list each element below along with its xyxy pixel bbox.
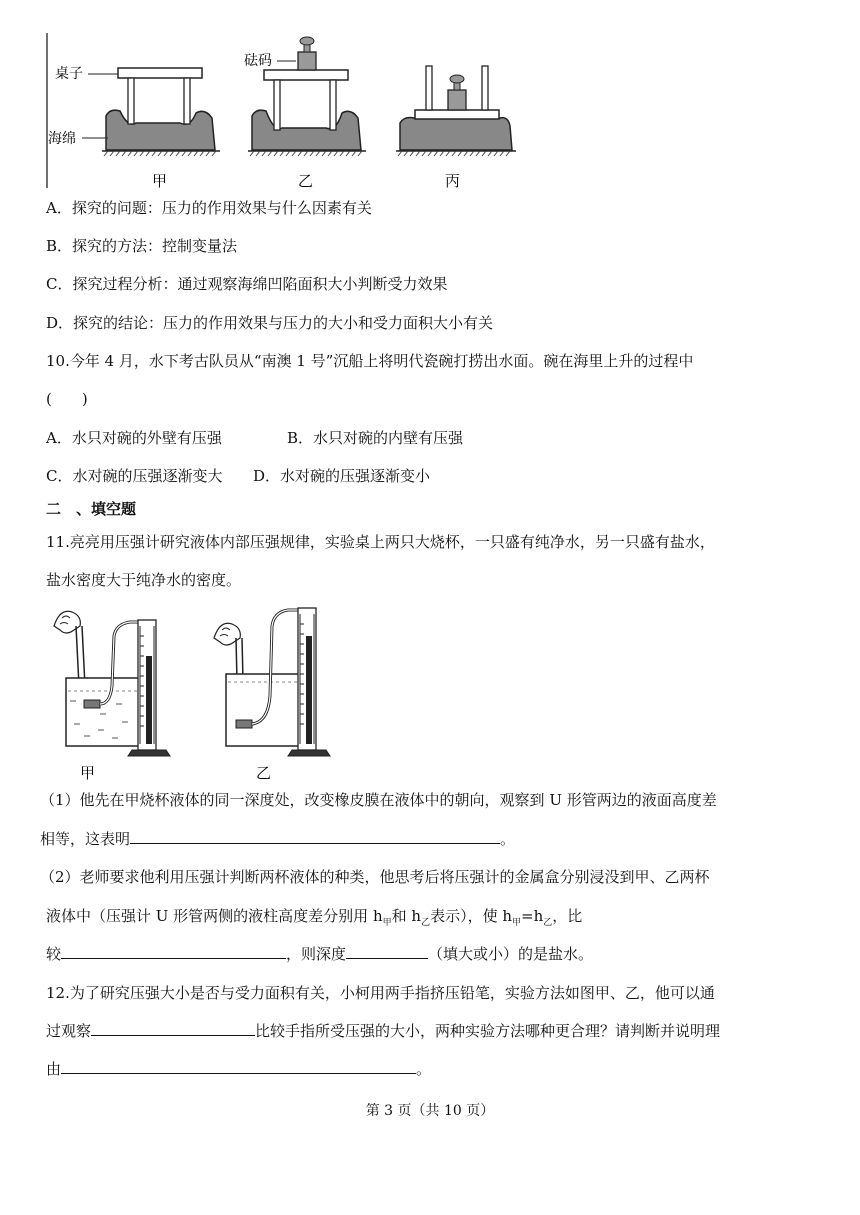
q11-blank-1[interactable]	[130, 829, 500, 844]
q12-text-b: 比较手指所受压强的大小，两种实验方法哪种更合理？请判断并说明理	[255, 1022, 721, 1040]
q11-part2-text-g: ，则深度	[286, 945, 347, 963]
q11-part2-text-c: 表示），使 h	[430, 907, 513, 925]
q10-stem-line2: ( )	[46, 390, 88, 408]
q11-stem-line1: 11.亮亮用压强计研究液体内部压强规律，实验桌上两只大烧杯，一只盛有纯净水，另一只盛有盐水，	[46, 533, 715, 551]
q12-text-a: 过观察	[46, 1022, 92, 1040]
gauge-setup-jia	[54, 611, 170, 756]
q11-part2-text-b: 和 h	[391, 907, 422, 925]
q12-stem-line1: 12.为了研究压强大小是否与受力面积有关，小柯用两手指挤压铅笔，实验方法如图甲、乙，他可以通	[46, 984, 715, 1002]
q11-part2-text-d: =h	[521, 907, 544, 925]
caption-jia: 甲	[152, 173, 168, 190]
q11-part2-line3	[46, 944, 593, 964]
q12-text-d: 。	[416, 1060, 432, 1078]
gauge-setup-yi	[214, 608, 330, 756]
section-title-fill-blank: 二 、填空题	[46, 500, 137, 518]
q11-part2-text-f: 较	[46, 945, 62, 963]
pressure-gauge-figure	[40, 596, 370, 786]
caption-yi: 乙	[298, 173, 314, 190]
setup-bing	[396, 66, 516, 156]
q10-option-a: A．水只对碗的外壁有压强	[46, 429, 222, 447]
subscript-yi: 乙	[421, 918, 431, 928]
q10-stem-line1: 10.今年 4 月，水下考古队员从“南澳 1 号”沉船上将明代瓷碗打捞出水面。碗在海里上升的过程中	[46, 352, 694, 370]
q11-part2-line2	[46, 906, 582, 933]
q10-option-c: C．水对碗的压强逐渐变大	[46, 467, 223, 485]
q12-blank-2[interactable]	[61, 1059, 416, 1074]
q11-part2-text-h: （填大或小）的是盐水。	[428, 945, 594, 963]
subscript-jia: 甲	[382, 918, 392, 928]
gauge-caption-jia: 甲	[80, 765, 96, 782]
q9-option-d: D．探究的结论：压力的作用效果与压力的大小和受力面积大小有关	[46, 314, 494, 332]
sponge-experiment-figure	[40, 28, 520, 193]
q11-part2-line1: （2）老师要求他利用压强计判断两杯液体的种类，他思考后将压强计的金属盒分别浸没到甲、乙两杯	[40, 868, 710, 886]
gauge-caption-yi: 乙	[256, 765, 272, 782]
q11-part2-text-e: ，比	[552, 907, 583, 925]
setup-jia	[82, 68, 220, 156]
q9-option-b: B．探究的方法：控制变量法	[46, 237, 238, 255]
q12-stem-line2	[46, 1021, 720, 1041]
q10-option-b: B．水只对碗的内壁有压强	[287, 429, 464, 447]
label-sponge: 海绵	[48, 130, 76, 146]
q11-part2-text-a: 液体中（压强计 U 形管两侧的液柱高度差分别用 h	[46, 907, 383, 925]
subscript-jia-2: 甲	[512, 918, 522, 928]
q11-part1-line2	[40, 829, 515, 849]
q11-part1-end: 。	[500, 830, 516, 848]
subscript-yi-2: 乙	[543, 918, 553, 928]
q11-part1-text: 相等，这表明	[40, 830, 131, 848]
q12-text-c: 由	[46, 1060, 62, 1078]
page-footer: 第 3 页（共 10 页）	[365, 1103, 495, 1119]
q11-part1-line1: （1）他先在甲烧杯液体的同一深度处，改变橡皮膜在液体中的朝向，观察到 U 形管两边的液面高度差	[40, 791, 717, 809]
q12-blank-1[interactable]	[91, 1021, 255, 1036]
label-weight: 砝码	[244, 52, 272, 68]
q10-option-d: D．水对碗的压强逐渐变小	[253, 467, 431, 485]
caption-bing: 丙	[445, 173, 461, 190]
q9-option-a: A．探究的问题：压力的作用效果与什么因素有关	[46, 199, 372, 217]
q11-blank-2[interactable]	[61, 944, 286, 959]
label-table: 桌子	[55, 65, 83, 81]
q11-stem-line2: 盐水密度大于纯净水的密度。	[46, 571, 242, 589]
q9-option-c: C．探究过程分析：通过观察海绵凹陷面积大小判断受力效果	[46, 275, 448, 293]
q12-stem-line3	[46, 1059, 431, 1079]
q11-blank-3[interactable]	[346, 944, 428, 959]
